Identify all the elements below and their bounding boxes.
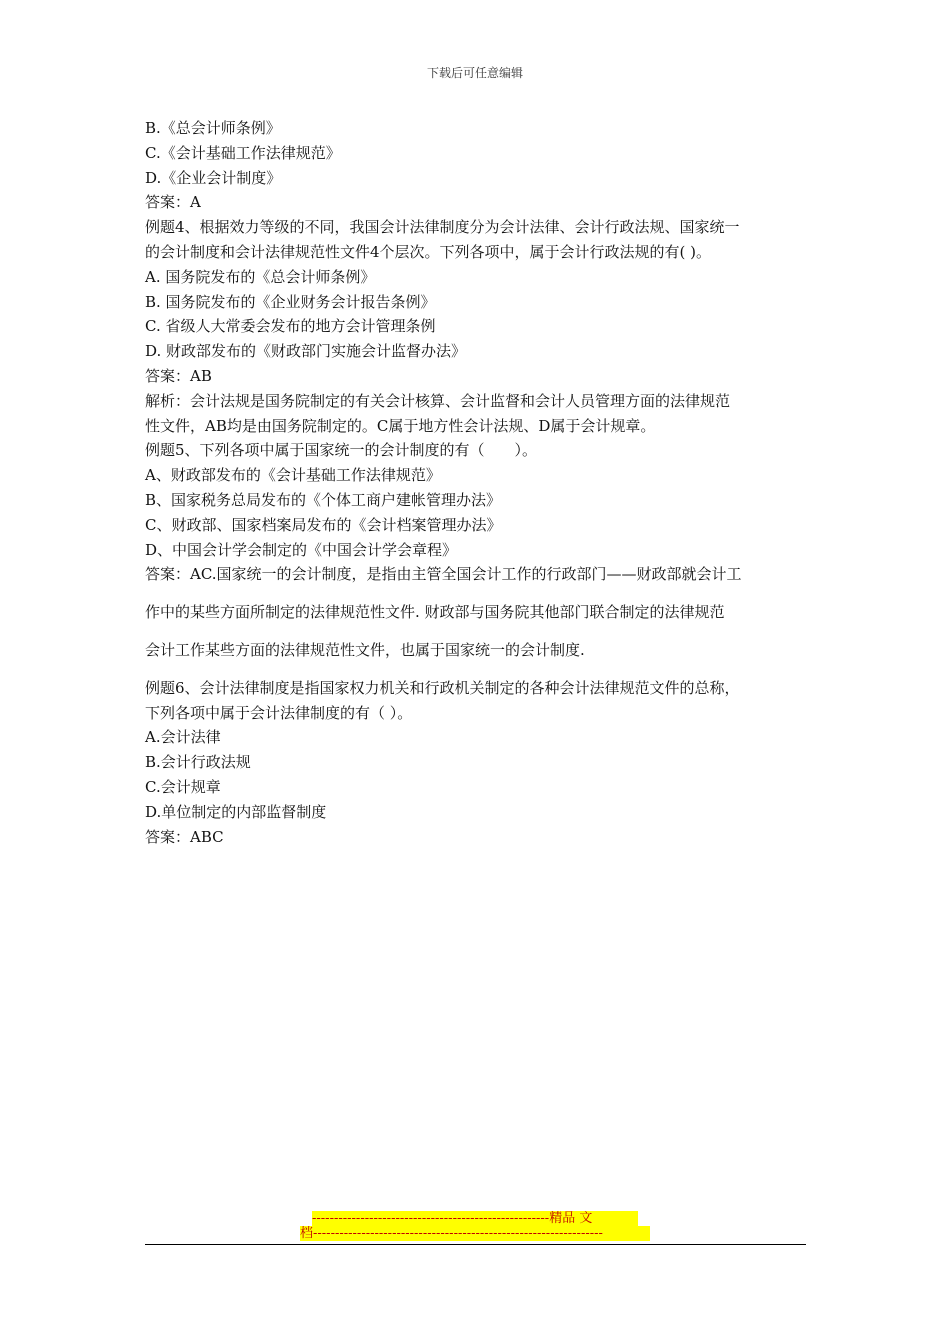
answer-line: 会计工作某些方面的法律规范性文件，也属于国家统一的会计制度. [145,640,585,659]
footer-divider [145,1244,806,1245]
option-line: B.会计行政法规 [145,753,251,772]
footer-watermark [300,1211,650,1241]
option-line: B、国家税务总局发布的《个体工商户建帐管理办法》 [145,490,502,509]
text-line: D.《企业会计制度》 [145,168,282,187]
page-header: 下载后可任意编辑 [426,66,523,80]
option-line: A. 国务院发布的《总会计师条例》 [145,267,376,286]
answer-line: 答案：AB [145,366,212,385]
option-line: D.单位制定的内部监督制度 [145,802,327,821]
question-line: 下列各项中属于会计法律制度的有（ ）。 [145,703,413,722]
question-line: 例题4、根据效力等级的不同，我国会计法律制度分为会计法律、会计行政法规、国家统一 [145,218,740,237]
option-line: C. 省级人大常委会发布的地方会计管理条例 [145,317,436,336]
footer-line-2: 档------------------------------------------------------------------ [300,1226,650,1241]
option-line: D. 财政部发布的《财政部门实施会计监督办法》 [145,342,467,361]
analysis-line: 解析：会计法规是国务院制定的有关会计核算、会计监督和会计人员管理方面的法律规范 [145,391,731,410]
question-line: 例题5、下列各项中属于国家统一的会计制度的有（ ）。 [145,441,538,460]
option-line: A.会计法律 [145,728,221,747]
option-line: B. 国务院发布的《企业财务会计报告条例》 [145,292,436,311]
option-line: A、财政部发布的《会计基础工作法律规范》 [145,466,441,485]
option-line: C.会计规章 [145,777,221,796]
answer-line: 作中的某些方面所制定的法律规范性文件. 财政部与国务院其他部门联合制定的法律规范 [145,603,725,622]
answer-line: 答案：A [145,193,201,212]
answer-line: 答案：AC.国家统一的会计制度，是指由主管全国会计工作的行政部门——财政部就会计工 [145,565,742,584]
text-line: B.《总会计师条例》 [145,119,281,137]
text-line: C.《会计基础工作法律规范》 [145,143,341,162]
option-line: D、中国会计学会制定的《中国会计学会章程》 [145,540,458,559]
document-body [145,116,810,849]
question-line: 的会计制度和会计法律规范性文件4个层次。下列各项中，属于会计行政法规的有( )。 [145,242,712,261]
footer-line-1: ------------------------------------------------------精品 文 [312,1211,638,1226]
option-line: C、财政部、国家档案局发布的《会计档案管理办法》 [145,515,502,534]
question-line: 例题6、会计法律制度是指国家权力机关和行政机关制定的各种会计法律规范文件的总称， [145,678,740,697]
analysis-line: 性文件，AB均是由国务院制定的。C属于地方性会计法规、D属于会计规章。 [145,416,656,435]
answer-line: 答案：ABC [145,827,224,846]
